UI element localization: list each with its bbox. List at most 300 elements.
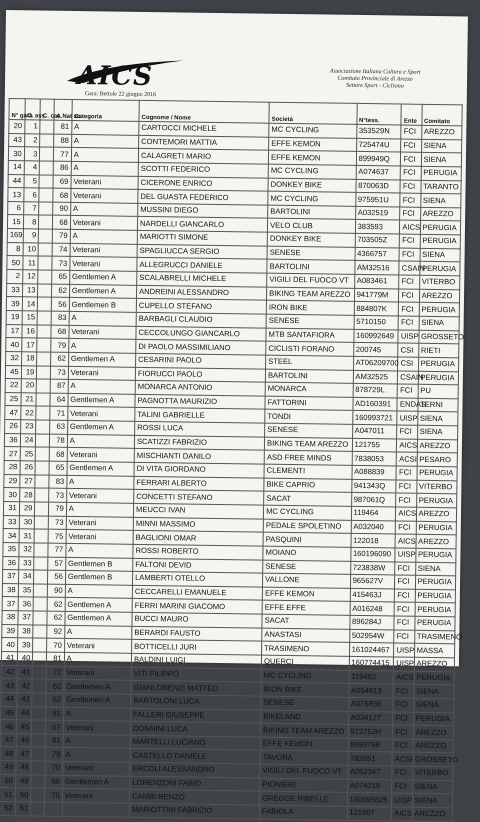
table-cell: MONARCA	[265, 382, 353, 397]
table-cell: Veterani	[66, 489, 133, 504]
table-cell: CALAGRETI MARIO	[138, 149, 268, 164]
results-sheet	[0, 10, 468, 819]
table-cell: SENESE	[266, 314, 354, 329]
table-cell: VITERBO	[416, 480, 457, 494]
table-cell: 38	[17, 624, 33, 638]
table-cell: Gentlemen A	[65, 598, 132, 613]
table-cell	[36, 406, 50, 420]
table-cell: 45	[16, 720, 32, 734]
table-cell: LORENZONI FABIO	[130, 776, 260, 791]
table-cell: FCI	[397, 425, 417, 439]
table-cell: 21	[21, 393, 37, 407]
column-header: C. cat.	[40, 99, 54, 120]
table-cell: 884807K	[354, 302, 399, 316]
column-header: Ente	[401, 104, 421, 125]
table-cell: 36	[18, 597, 34, 611]
table-cell: 37	[2, 597, 18, 611]
table-cell: FALTONI DEVID	[133, 558, 263, 573]
table-cell	[62, 802, 129, 817]
table-cell: A	[67, 434, 134, 449]
table-cell: 5	[24, 174, 40, 188]
table-cell: PERUGIA	[415, 548, 456, 562]
table-cell: 49	[15, 774, 31, 788]
table-cell: IRON BIKE	[261, 682, 349, 697]
table-cell: AT06209700	[353, 356, 398, 370]
table-cell: 941343Q	[351, 479, 396, 493]
table-cell: FCI	[396, 480, 416, 494]
table-cell	[39, 229, 53, 243]
table-cell: 987061Q	[351, 493, 396, 507]
table-cell: A	[70, 230, 137, 245]
table-cell: 11	[23, 256, 39, 270]
table-cell: Veterani	[67, 448, 134, 463]
table-cell: A074637	[356, 165, 401, 179]
table-cell	[40, 120, 54, 134]
table-cell: 66	[44, 775, 62, 789]
table-cell: 25	[5, 392, 21, 406]
table-cell: FCI	[401, 166, 421, 180]
table-cell: 121755	[352, 438, 397, 452]
table-cell: BERARDI FAUSTO	[132, 626, 262, 641]
table-cell: SIENA	[421, 139, 462, 153]
table-cell: DEL GUASTA FEDERICO	[138, 190, 268, 205]
table-cell: AREZZO	[417, 439, 458, 453]
table-cell: PERUGIA	[414, 616, 455, 630]
table-cell: TAVORA	[260, 751, 348, 766]
table-cell: 52	[0, 802, 15, 816]
table-cell: BALDINI LUIGI	[131, 653, 261, 668]
table-cell: RIETI	[418, 344, 459, 358]
table-cell: 51	[15, 802, 31, 816]
table-cell: SPAGLIUCCA SERGIO	[137, 244, 267, 259]
table-cell: 975951U	[355, 193, 400, 207]
table-cell: SIENA	[417, 412, 458, 426]
table-cell: CECCARELLI EMANUELE	[132, 585, 262, 600]
table-cell: SIENA	[412, 794, 453, 808]
table-cell: 8	[23, 215, 39, 229]
table-cell: CICERONE ENRICO	[138, 176, 268, 191]
table-cell: 160992649	[353, 329, 398, 343]
table-cell: Gentlemen B	[65, 557, 132, 572]
table-cell: 23	[20, 420, 36, 434]
table-cell: Veterani	[62, 789, 129, 804]
table-cell: LAMBERTI OTELLO	[133, 571, 263, 586]
table-cell: STEEL	[266, 355, 354, 370]
table-cell: 7	[23, 202, 39, 216]
table-cell	[37, 311, 51, 325]
table-cell: PERUGIA	[419, 262, 460, 276]
table-cell: 70	[46, 638, 64, 652]
table-cell: FCI	[400, 180, 420, 194]
table-cell: 12	[22, 270, 38, 284]
table-cell: DI PAOLO MASSIMILIANO	[136, 340, 266, 355]
table-cell: 43	[1, 679, 17, 693]
table-cell: 121907	[347, 806, 392, 820]
column-header: C. ass.	[25, 99, 41, 120]
table-cell: A	[71, 161, 138, 176]
table-cell: FCI	[395, 575, 415, 589]
table-cell: EFFE EFFE	[262, 601, 350, 616]
table-cell: 44	[16, 706, 32, 720]
table-cell	[38, 297, 52, 311]
table-cell: PERUGIA	[416, 494, 457, 508]
table-cell: A	[70, 202, 137, 217]
table-cell: 27	[20, 474, 36, 488]
table-cell: Veterani	[63, 721, 130, 736]
table-cell: AREZZO	[413, 725, 454, 739]
table-cell: 47	[5, 406, 21, 420]
table-cell: PU	[418, 384, 459, 398]
table-cell: CARTOCCI MICHELE	[139, 121, 269, 136]
table-cell: MEUCCI IVAN	[133, 503, 263, 518]
table-cell: 50	[0, 774, 16, 788]
table-cell: A	[71, 134, 138, 149]
table-cell: 31	[3, 501, 19, 515]
table-cell: 30	[8, 147, 24, 161]
table-cell: EFFE KEMON	[268, 150, 356, 165]
table-cell: 9	[23, 229, 39, 243]
table-cell	[33, 638, 47, 652]
table-cell: 22	[5, 379, 21, 393]
table-cell	[39, 188, 53, 202]
table-cell: 38	[2, 583, 18, 597]
table-cell: 65	[49, 461, 67, 475]
table-cell: 2	[24, 133, 40, 147]
table-cell: BOTTICELLI JURI	[132, 640, 262, 655]
table-cell: TARANTO	[421, 180, 462, 194]
table-cell: 26	[5, 420, 21, 434]
table-cell: CONCETTI STEFANO	[134, 490, 264, 505]
table-cell: A	[69, 311, 136, 326]
table-cell: FALLERI GIUSEPPE	[131, 708, 261, 723]
table-cell: AICS	[397, 439, 417, 453]
table-cell: FCI	[399, 248, 419, 262]
column-header: A.Nat sc.	[54, 99, 72, 120]
table-cell: 49	[0, 761, 16, 775]
table-cell: FCI	[394, 630, 414, 644]
table-cell: BARTOLONI LUCA	[131, 694, 261, 709]
table-cell: 19	[21, 365, 37, 379]
table-cell: UISP	[392, 793, 412, 807]
table-cell: 42	[1, 665, 17, 679]
table-cell: 56	[51, 297, 69, 311]
table-cell: 32	[6, 351, 22, 365]
table-cell: Veterani	[69, 325, 136, 340]
table-cell: BARTOLINI	[267, 260, 355, 275]
table-cell: PERUGIA	[417, 466, 458, 480]
table-cell: 48	[0, 747, 16, 761]
table-cell: FCI	[401, 125, 421, 139]
table-cell: 122018	[351, 534, 396, 548]
table-cell: 33	[3, 515, 19, 529]
table-cell: A	[64, 652, 131, 667]
table-cell	[40, 161, 54, 175]
table-cell: 5710150	[354, 315, 399, 329]
table-cell: 3	[24, 147, 40, 161]
table-cell: 68	[51, 325, 69, 339]
table-cell: A	[68, 339, 135, 354]
table-cell: A054813	[348, 684, 393, 698]
table-cell: MUSSINI DIEGO	[138, 203, 268, 218]
table-cell: PEDALE SPOLETINO	[263, 519, 351, 534]
table-cell: 20	[9, 120, 25, 134]
table-cell: CSI	[398, 357, 418, 371]
table-cell: 45	[1, 706, 17, 720]
table-cell: MC CYCLING	[264, 505, 352, 520]
table-cell: Gentlemen A	[69, 284, 136, 299]
table-cell: Veterani	[64, 639, 131, 654]
table-cell	[33, 611, 47, 625]
table-cell: Gentlemen A	[69, 270, 136, 285]
table-cell: 65	[52, 270, 70, 284]
table-cell: FCI	[400, 207, 420, 221]
table-cell: Gentlemen B	[65, 571, 132, 586]
table-cell: 43	[16, 693, 32, 707]
table-cell: ROSSI LUCA	[135, 421, 265, 436]
table-cell	[38, 270, 52, 284]
table-cell: A	[65, 584, 132, 599]
table-cell: 1	[24, 120, 40, 134]
table-cell: CASTELLO DANIELE	[130, 749, 260, 764]
table-cell	[35, 502, 49, 516]
table-cell: 383593	[355, 220, 400, 234]
table-cell: PERUGIA	[418, 357, 459, 371]
table-cell: 62	[46, 679, 64, 693]
table-cell: A	[71, 148, 138, 163]
table-cell: FCI	[393, 739, 413, 753]
table-cell: SIENA	[419, 316, 460, 330]
table-cell: 15	[7, 215, 23, 229]
table-cell: PERUGIA	[414, 671, 455, 685]
table-cell: FCI	[398, 384, 418, 398]
table-cell: 26	[20, 461, 36, 475]
table-cell: A	[66, 543, 133, 558]
table-cell	[36, 420, 50, 434]
table-cell: FCI	[399, 289, 419, 303]
table-cell	[37, 325, 51, 339]
column-header: Cognome / Nome	[139, 100, 269, 123]
table-cell: UISP	[394, 657, 414, 671]
table-cell: SIENA	[412, 780, 453, 794]
table-cell: 81	[46, 652, 64, 666]
table-cell: PERUGIA	[416, 521, 457, 535]
table-cell: 48	[16, 761, 32, 775]
table-cell: 68	[49, 448, 67, 462]
table-cell: 42	[17, 679, 33, 693]
table-cell: AREZZO	[416, 534, 457, 548]
table-cell: CUPELLO STEFANO	[136, 299, 266, 314]
table-cell: AREZZO	[421, 125, 462, 139]
table-cell: UISP	[397, 411, 417, 425]
table-cell: FCI	[394, 602, 414, 616]
table-cell: 62	[51, 284, 69, 298]
table-cell: A	[68, 380, 135, 395]
table-cell: Gentlemen A	[64, 693, 131, 708]
table-cell: AREZZO	[413, 739, 454, 753]
table-cell: 79	[45, 748, 63, 762]
table-cell: 77	[48, 543, 66, 557]
table-cell: A	[66, 502, 133, 517]
table-cell: SIENA	[417, 425, 458, 439]
table-cell: 68	[52, 216, 70, 230]
table-cell: FERRI MARINI GIACOMO	[132, 599, 262, 614]
table-cell: PERUGIA	[415, 589, 456, 603]
table-cell: 200745	[353, 343, 398, 357]
table-cell: AD160391	[352, 397, 397, 411]
table-cell: Veterani	[63, 761, 130, 776]
table-cell: 160993721	[352, 411, 397, 425]
table-cell: 92	[47, 625, 65, 639]
table-cell: MINNI MASSIMO	[133, 517, 263, 532]
table-cell: BIKING TEAM AREZZO	[260, 723, 348, 738]
table-cell: A	[63, 707, 130, 722]
table-cell: 40	[2, 638, 18, 652]
table-cell: 36	[3, 556, 19, 570]
table-cell: SIENA	[415, 562, 456, 576]
table-cell: SCATIZZI FABRIZIO	[134, 435, 264, 450]
table-cell: ALLEGRUCCI DANIELE	[137, 258, 267, 273]
table-cell: Gentlemen A	[67, 461, 134, 476]
table-cell: 62	[47, 611, 65, 625]
table-cell: VITERBO	[412, 766, 453, 780]
table-cell: Gentlemen A	[62, 775, 129, 790]
table-cell: SENESE	[265, 423, 353, 438]
table-cell: 35	[18, 584, 34, 598]
table-cell	[39, 202, 53, 216]
table-cell: FCI	[393, 684, 413, 698]
table-cell: 119464	[351, 506, 396, 520]
aics-logo: AICS	[76, 61, 154, 93]
organization-header: Associazione Italiana Cultura e Sport Comitato Provinciale di Arezzo Settore Sport - Ciclismo	[329, 68, 421, 90]
table-cell: 13	[22, 283, 38, 297]
table-cell: 30	[19, 515, 35, 529]
table-cell: PAGNOTTA MAURIZIO	[135, 394, 265, 409]
table-cell: CAMBI RENZO	[129, 790, 259, 805]
table-cell	[39, 175, 53, 189]
table-cell: ROSSI ROBERTO	[133, 544, 263, 559]
table-cell: SACAT	[262, 614, 350, 629]
table-cell: 62	[47, 598, 65, 612]
table-cell: Veterani	[64, 666, 131, 681]
table-cell: 56	[47, 570, 65, 584]
table-cell: SCOTTI FEDERICO	[138, 162, 268, 177]
table-cell: A	[72, 120, 139, 135]
table-cell: 160095625	[347, 793, 392, 807]
table-cell: PERUGIA	[415, 575, 456, 589]
table-cell: GROSSETO	[418, 330, 459, 344]
table-cell: FCI	[400, 234, 420, 248]
table-cell: 34	[18, 570, 34, 584]
table-cell: ENDAS	[397, 398, 417, 412]
table-cell: 81	[45, 734, 63, 748]
table-cell: 46	[0, 720, 16, 734]
table-cell: AREZZO	[419, 289, 460, 303]
column-header: N° gara	[9, 99, 25, 120]
table-cell: 79	[52, 229, 70, 243]
table-cell: CONTEMORI MATTIA	[139, 135, 269, 150]
table-cell	[37, 379, 51, 393]
table-cell: FCI	[393, 725, 413, 739]
table-cell: VELO CLUB	[268, 219, 356, 234]
table-cell: SCALABRELLI MICHELE	[137, 271, 267, 286]
table-cell	[34, 556, 48, 570]
table-cell: IRON BIKE	[266, 300, 354, 315]
table-cell: SIENA	[413, 698, 454, 712]
table-cell: Veterani	[68, 366, 135, 381]
table-cell: 37	[2, 570, 18, 584]
table-cell: 4	[24, 161, 40, 175]
table-cell: A032040	[351, 520, 396, 534]
table-cell: AICS	[394, 671, 414, 685]
table-cell: A075856	[348, 697, 393, 711]
table-cell: 83	[49, 475, 67, 489]
table-cell	[37, 352, 51, 366]
table-cell: MC CYCLING	[261, 669, 349, 684]
table-cell: 160774415	[349, 656, 394, 670]
table-cell: 68	[53, 188, 71, 202]
table-cell: AREZZO	[416, 507, 457, 521]
column-header: Categoria	[72, 99, 140, 121]
table-cell: MOIANO	[263, 546, 351, 561]
table-cell: Veterani	[70, 243, 137, 258]
table-cell: PASQUINI	[263, 532, 351, 547]
table-cell: A016248	[350, 602, 395, 616]
table-cell: PERUGIA	[415, 603, 456, 617]
table-cell: 88	[53, 134, 71, 148]
table-cell: VITI FILIPPO	[131, 667, 261, 682]
table-cell: BIKELAND	[261, 710, 349, 725]
table-cell: FCI	[395, 589, 415, 603]
table-cell: 79	[48, 502, 66, 516]
table-cell	[31, 775, 45, 789]
table-cell	[37, 365, 51, 379]
table-cell	[32, 734, 46, 748]
table-cell: 17	[21, 338, 37, 352]
table-cell: 18	[21, 352, 37, 366]
table-cell: PERUGIA	[418, 371, 459, 385]
table-cell: 73	[50, 366, 68, 380]
table-cell: TONDI	[265, 410, 353, 425]
table-cell: BARTOLINI	[265, 369, 353, 384]
table-cell: MC CYCLING	[269, 123, 357, 138]
table-cell: 47	[16, 747, 32, 761]
table-cell	[33, 597, 47, 611]
table-cell: Veterani	[71, 175, 138, 190]
table-cell	[31, 747, 45, 761]
table-cell: SIENA	[421, 153, 462, 167]
table-cell	[32, 693, 46, 707]
table-cell: 415463J	[350, 588, 395, 602]
table-cell	[34, 529, 48, 543]
table-cell: FCI	[396, 493, 416, 507]
table-cell: A088839	[352, 465, 397, 479]
table-cell: 39	[17, 638, 33, 652]
table-cell: 83	[51, 311, 69, 325]
table-cell: MISCHIANTI DANILO	[134, 449, 264, 464]
table-cell: DI VITA GIORDANO	[134, 462, 264, 477]
table-cell: 41	[17, 665, 33, 679]
table-cell: 8699768	[348, 738, 393, 752]
table-cell: EFFE KEMON	[262, 587, 350, 602]
table-cell: 723838W	[350, 561, 395, 575]
table-cell: BIKING TEAM AREZZO	[267, 287, 355, 302]
table-cell	[33, 652, 47, 666]
table-cell: 870063D	[356, 179, 401, 193]
table-cell: PERUGIA	[419, 303, 460, 317]
table-cell: 71	[50, 407, 68, 421]
table-cell: 50	[7, 256, 23, 270]
table-cell: FCI	[399, 275, 419, 289]
